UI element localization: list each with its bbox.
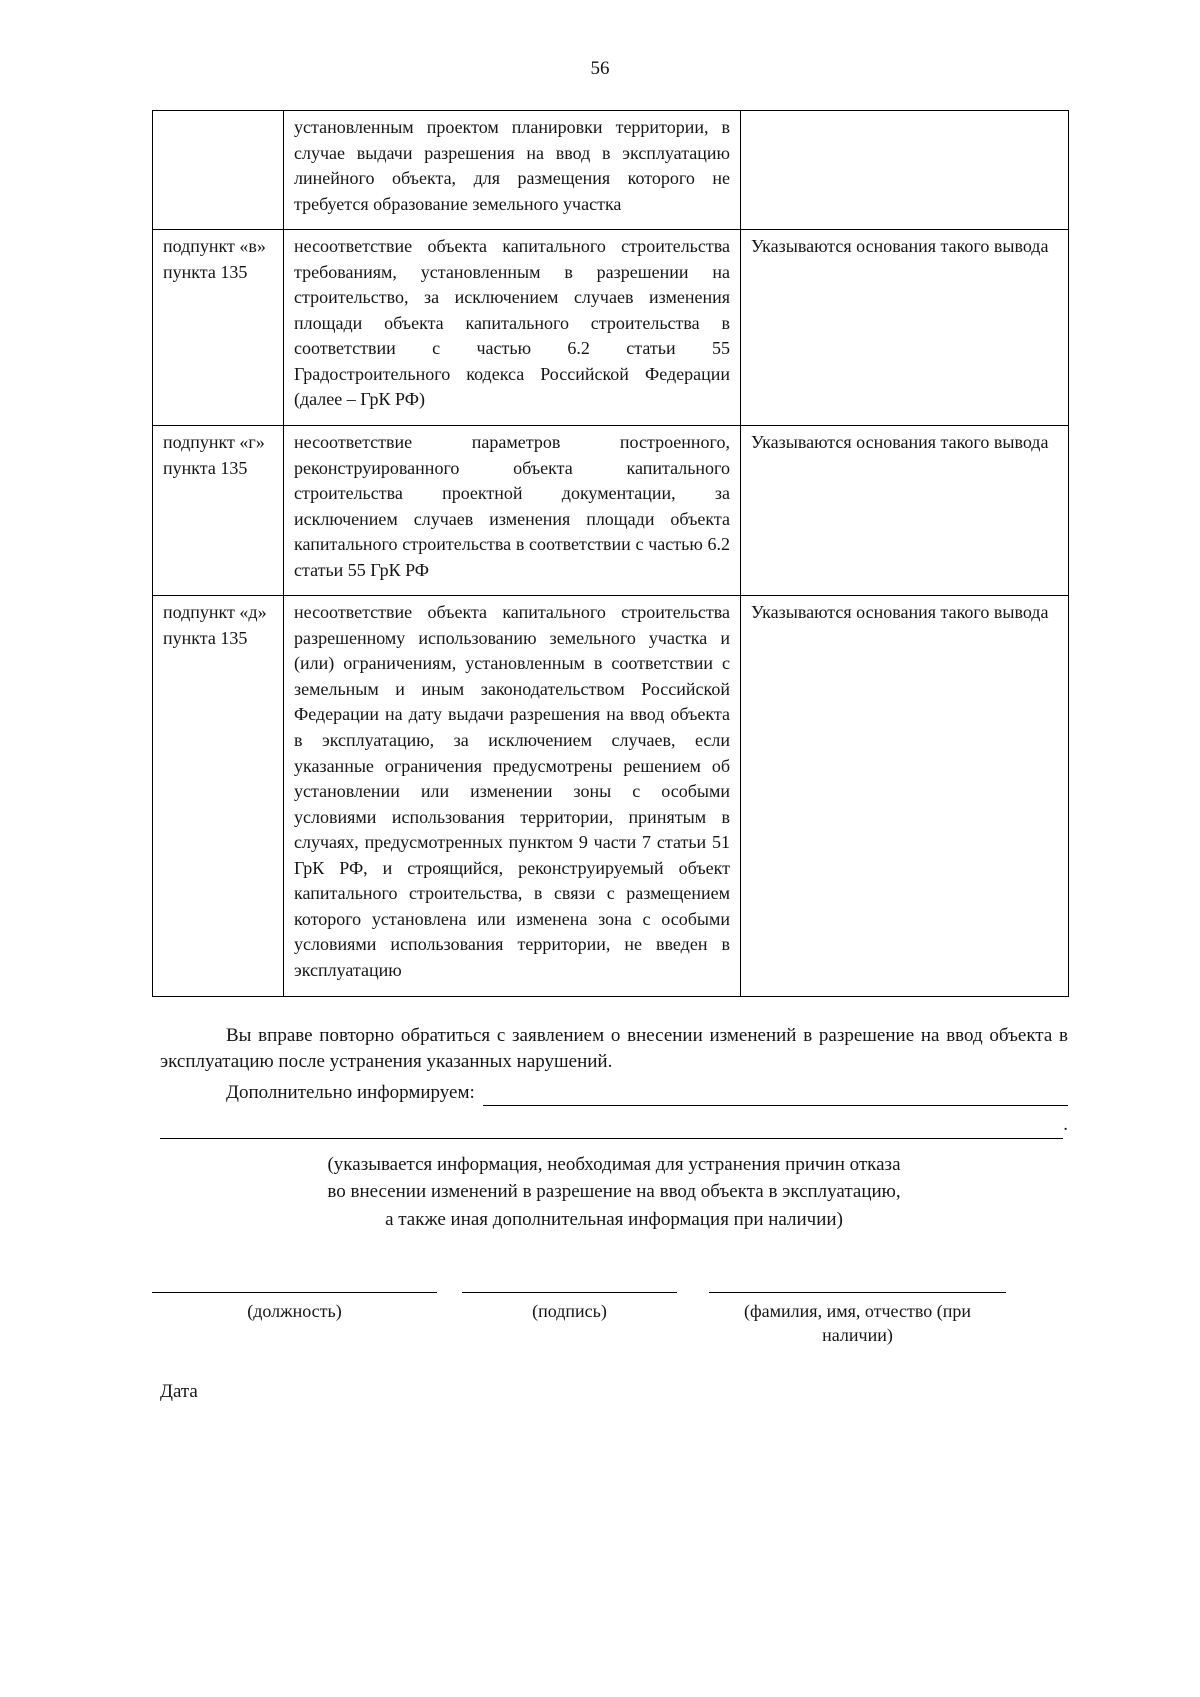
position-label: (должность) <box>247 1300 342 1321</box>
table-cell-note: Указываются основания такого вывода <box>741 596 1069 996</box>
table-cell-ref: подпункт «д» пункта 135 <box>153 596 284 996</box>
table-cell-reason: установленным проектом планировки территории, в случае выдачи разрешения на ввод в эксплуатацию линейного объекта, для размещения которого не требуется образование земельного участка <box>284 111 741 230</box>
full-name-label: (фамилия, имя, отчество (при наличии) <box>744 1300 971 1345</box>
table-cell-note: Указываются основания такого вывода <box>741 426 1069 596</box>
line-end-period: . <box>1063 1114 1068 1136</box>
table-cell-reason: несоответствие объекта капитального строительства требованиям, установленным в разрешении на строительство, за исключением случаев изменения площади объекта капитального строительства в соответствии с частью 6.2 статьи 55 Градостроительного кодекса Российской Федерации (далее – ГрК РФ) <box>284 230 741 426</box>
page-number: 56 <box>590 58 610 79</box>
signature-label: (подпись) <box>532 1300 607 1321</box>
note-line: (указывается информация, необходимая для устранения причин отказа <box>327 1153 901 1175</box>
signature-column <box>462 1292 677 1348</box>
additional-info-label: Дополнительно информируем: <box>226 1081 475 1103</box>
table-cell-ref: подпункт «в» пункта 135 <box>153 230 284 426</box>
table-cell-reason: несоответствие объекта капитального строительства разрешенному использованию земельного участка и (или) ограничениям, установленным в соответствии с земельным и иным законодательством Российской Федерации на дату выдачи разрешения на ввод объекта в эксплуатацию, за исключением случаев, если указанные ограничения предусмотрены решением об установлении или изменении зоны с особыми условиями использования территории, принятым в случаях, предусмотренных пунктом 9 части 7 статьи 51 ГрК РФ, и строящийся, реконструируемый объект капитального строительства, в связи с размещением которого установлена или изменена зона с особыми условиями использования территории, не введен в эксплуатацию <box>284 596 741 996</box>
additional-info-blank-line <box>483 1083 1068 1107</box>
table-cell-note: Указываются основания такого вывода <box>741 230 1069 426</box>
position-blank-line <box>152 1292 437 1293</box>
table-row <box>153 426 1069 596</box>
reapply-paragraph: Вы вправе повторно обратиться с заявлением о внесении изменений в разрешение на ввод объекта в эксплуатацию после устранения указанных нарушений. <box>160 1024 1068 1073</box>
additional-info-field <box>160 1080 1068 1107</box>
table-row <box>153 230 1069 426</box>
date-label: Дата <box>160 1381 198 1403</box>
additional-info-blank-line-2 <box>160 1115 1063 1139</box>
position-signature-column <box>152 1292 437 1348</box>
table-cell-ref <box>153 111 284 230</box>
additional-info-continuation <box>160 1112 1068 1139</box>
signature-gap <box>677 1292 709 1348</box>
full-name-column <box>709 1292 1006 1348</box>
table-row <box>153 111 1069 230</box>
table-cell-reason: несоответствие параметров построенного, реконструированного объекта капитального строительства проектной документации, за исключением случаев изменения площади объекта капитального строительства в соответствии с частью 6.2 статьи 55 ГрК РФ <box>284 426 741 596</box>
note-line: а также иная дополнительная информация при наличии) <box>385 1208 843 1230</box>
rejection-reasons-table <box>152 110 1069 997</box>
signature-block <box>152 1292 1068 1348</box>
table-cell-note <box>741 111 1069 230</box>
body-text <box>160 1023 1068 1234</box>
table-cell-ref: подпункт «г» пункта 135 <box>153 426 284 596</box>
signature-blank-line <box>462 1292 677 1293</box>
table-row <box>153 596 1069 996</box>
field-explanation-note <box>160 1151 1068 1234</box>
note-line: во внесении изменений в разрешение на ввод объекта в эксплуатацию, <box>327 1181 901 1203</box>
full-name-blank-line <box>709 1292 1006 1293</box>
signature-gap <box>437 1292 462 1348</box>
